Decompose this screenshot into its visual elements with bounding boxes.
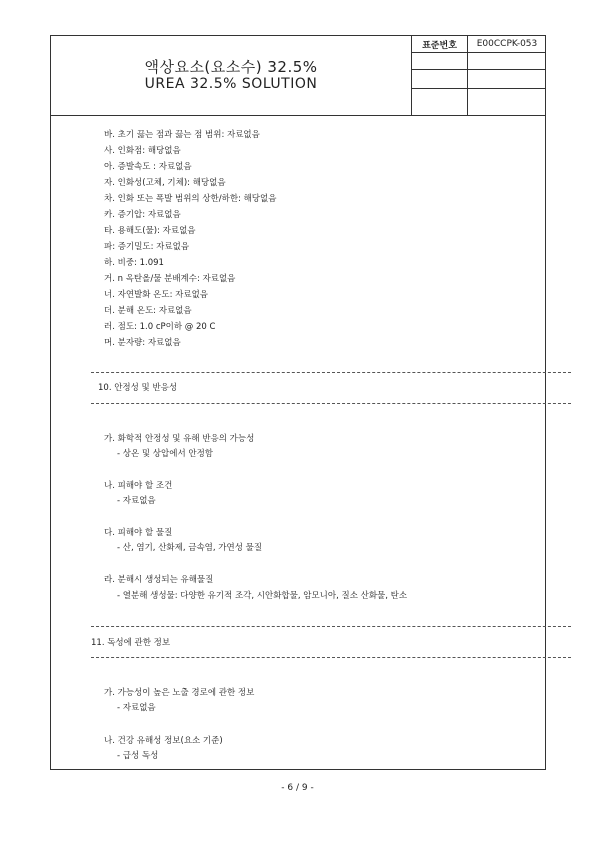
standard-number-label: 표준번호 bbox=[412, 36, 468, 53]
section-10-item-detail: - 상온 및 상압에서 안정함 bbox=[117, 449, 213, 459]
document-header bbox=[50, 35, 546, 116]
property-line: 하. 비중: 1.091 bbox=[104, 258, 164, 268]
property-line: 더. 분해 온도: 자료없음 bbox=[104, 306, 192, 316]
property-line: 러. 점도: 1.0 cP이하 @ 20 C bbox=[104, 322, 216, 332]
property-line: 바. 초기 끓는 점과 끓는 점 범위: 자료없음 bbox=[104, 130, 260, 140]
section-divider bbox=[91, 372, 571, 373]
property-line: 타. 용해도(물): 자료없음 bbox=[104, 226, 196, 236]
section-10-item-heading: 다. 피해야 할 물질 bbox=[104, 528, 173, 538]
section-11-item-detail: - 자료없음 bbox=[117, 703, 156, 713]
section-11-item-detail: - 급성 독성 bbox=[117, 751, 159, 761]
property-line: 사. 인화점: 해당없음 bbox=[104, 146, 181, 156]
title-box bbox=[51, 36, 411, 115]
document-body bbox=[50, 116, 546, 770]
section-11-item-heading: 나. 건강 유해성 정보(요소 기준) bbox=[104, 736, 223, 746]
property-line: 파: 증기밀도: 자료없음 bbox=[104, 242, 190, 252]
grid-cell-empty bbox=[412, 89, 468, 115]
grid-cell-empty bbox=[468, 53, 546, 70]
standard-number-value: E00CCPK-053 bbox=[468, 36, 546, 53]
section-10-item-heading: 나. 피해야 할 조건 bbox=[104, 481, 173, 491]
section-10-title: 10. 안정성 및 반응성 bbox=[98, 383, 178, 393]
section-11-item-heading: 가. 가능성이 높은 노출 경로에 관한 정보 bbox=[104, 688, 255, 698]
property-line: 아. 증발속도 : 자료없음 bbox=[104, 162, 192, 172]
grid-cell-empty bbox=[412, 53, 468, 70]
section-divider bbox=[91, 657, 571, 658]
section-divider bbox=[91, 403, 571, 404]
standard-number-grid bbox=[411, 36, 546, 115]
section-10-item-detail: - 자료없음 bbox=[117, 496, 156, 506]
section-11-title: 11. 독성에 관한 정보 bbox=[91, 638, 171, 648]
product-title-english: UREA 32.5% SOLUTION bbox=[144, 76, 318, 92]
grid-cell-empty bbox=[468, 70, 546, 89]
product-title-korean: 액상요소(요소수) 32.5% bbox=[144, 58, 318, 76]
property-line: 자. 인화성(고체, 기체): 해당없음 bbox=[104, 178, 226, 188]
section-10-item-heading: 가. 화학적 안정성 및 유해 반응의 가능성 bbox=[104, 434, 255, 444]
property-line: 거. n 옥탄올/물 분배계수: 자료없음 bbox=[104, 274, 236, 284]
section-10-item-heading: 라. 분해시 생성되는 유해물질 bbox=[104, 575, 214, 585]
property-line: 너. 자연발화 온도: 자료없음 bbox=[104, 290, 208, 300]
property-line: 카. 증기압: 자료없음 bbox=[104, 210, 181, 220]
property-line: 머. 분자량: 자료없음 bbox=[104, 338, 181, 348]
page-number: - 6 / 9 - bbox=[281, 783, 314, 793]
section-10-item-detail: - 열분해 생성물: 다양한 유기적 조각, 시안화합물, 암모니아, 질소 산화물, 탄소 bbox=[117, 591, 408, 601]
section-10-item-detail: - 산, 염기, 산화제, 금속염, 가연성 물질 bbox=[117, 543, 263, 553]
grid-cell-empty bbox=[468, 89, 546, 115]
grid-cell-empty bbox=[412, 70, 468, 89]
section-divider bbox=[91, 626, 571, 627]
property-line: 차. 인화 또는 폭발 범위의 상한/하한: 해당없음 bbox=[104, 194, 277, 204]
